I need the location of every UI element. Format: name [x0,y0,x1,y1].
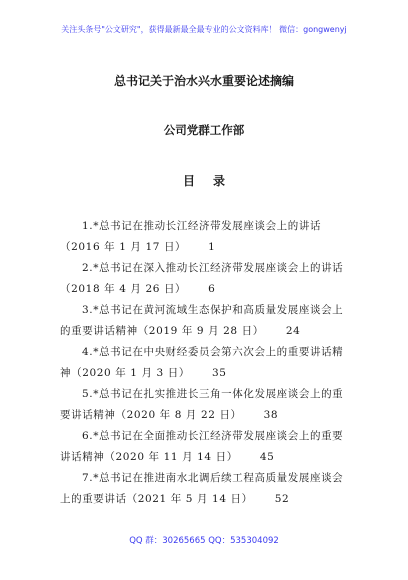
toc-entry-continuation [60,279,360,300]
toc-entry-date: 要讲话精神（2020 年 8 月 22 日） [60,409,242,421]
toc-entry-title: 7.*总书记在推进南水北调后续工程高质量发展座谈会 [82,472,344,484]
toc-entry-3[interactable] [60,300,360,342]
toc-entry-title: 4.*总书记在中央财经委员会第六次会上的重要讲话精 [82,346,344,358]
toc-entry-date: 讲话精神（2020 年 11 月 14 日） [60,451,238,463]
toc-entry-continuation [60,321,360,342]
toc-entry-continuation [60,447,360,468]
document-title: 总书记关于治水兴水重要论述摘编 [113,74,294,88]
toc-entry-continuation [60,237,360,258]
toc-entry-date: （2018 年 4 月 26 日） [60,283,187,295]
footer-contact: QQ 群：30265665 QQ：535304092 [129,536,279,546]
toc-entry-title: 1.*总书记在推动长江经济带发展座谈会上的讲话 [82,220,322,232]
toc-page-number: 45 [259,451,275,463]
toc-entry-7[interactable] [60,468,360,510]
toc-entry-date: 上的重要讲话（2021 年 5 月 14 日） [60,493,253,505]
toc-entry-date: 的重要讲话精神（2019 年 9 月 28 日） [60,325,264,337]
toc-entry-6[interactable] [60,426,360,468]
toc-entry-title: 6.*总书记在全面推动长江经济带发展座谈会上的重要 [82,430,344,442]
toc-page-number: 52 [274,493,290,505]
toc-entry-2[interactable] [60,258,360,300]
toc-page-number: 35 [211,367,227,379]
toc-entry-continuation [60,363,360,384]
toc-entry-4[interactable] [60,342,360,384]
toc-page-number: 24 [285,325,301,337]
organization-name: 公司党群工作部 [163,123,245,137]
table-of-contents [60,216,360,510]
toc-page-number: 6 [208,283,216,295]
toc-entry-continuation [60,489,360,510]
toc-entry-title: 2.*总书记在深入推动长江经济带发展座谈会上的讲话 [82,262,344,274]
toc-entry-title: 5.*总书记在扎实推进长三角一体化发展座谈会上的重 [82,388,344,400]
toc-entry-title: 3.*总书记在黄河流域生态保护和高质量发展座谈会上 [82,304,344,316]
toc-entry-date: （2016 年 1 月 17 日） [60,241,187,253]
toc-entry-5[interactable] [60,384,360,426]
toc-entry-continuation [60,405,360,426]
toc-entry-1[interactable] [60,216,360,258]
toc-heading: 目录 [182,174,243,188]
toc-page-number: 38 [263,409,279,421]
header-note: 关注头条号"公文研究"，获得最新最全最专业的公文资料库！ 微信：gongwenyj [61,25,347,34]
toc-entry-date: 神（2020 年 1 月 3 日） [60,367,190,379]
toc-page-number: 1 [208,241,216,253]
